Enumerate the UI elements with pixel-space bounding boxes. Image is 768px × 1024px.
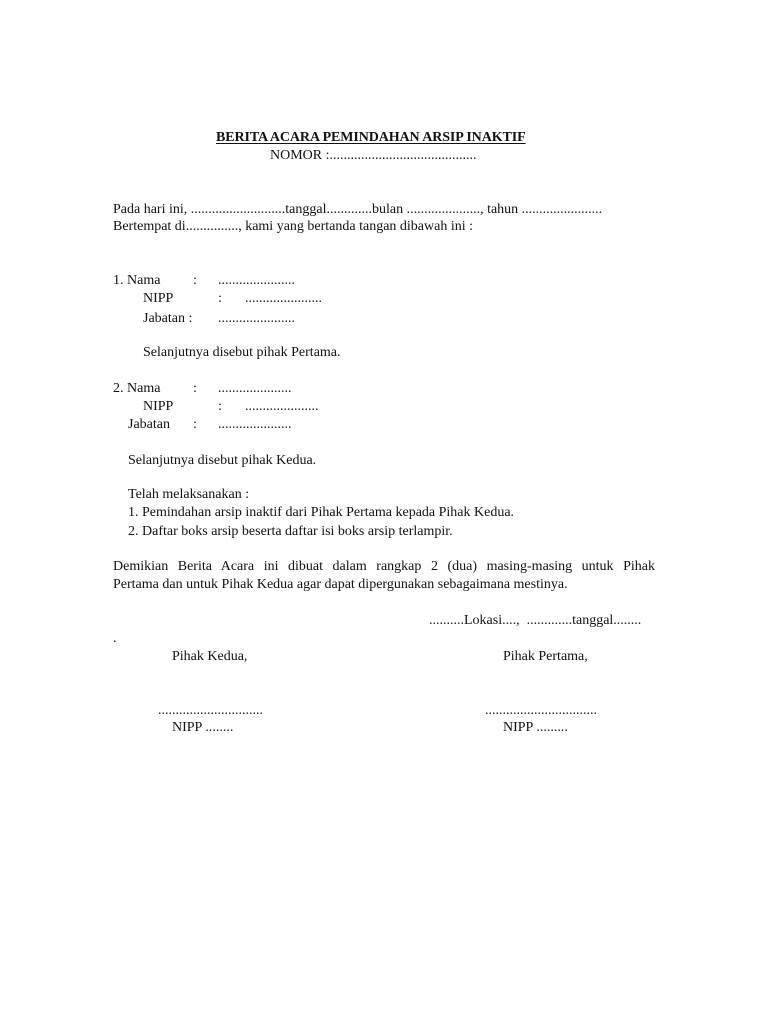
actions-heading: Telah melaksanakan :: [128, 487, 250, 502]
party1-nama-colon: :: [193, 273, 197, 288]
document-title: BERITA ACARA PEMINDAHAN ARSIP INAKTIF: [216, 130, 526, 145]
signature-left-nipp: NIPP ........: [172, 720, 234, 735]
document-number: NOMOR :..........................................: [270, 148, 477, 163]
signature-right-line: ................................: [485, 703, 597, 718]
party2-note: Selanjutnya disebut pihak Kedua.: [128, 453, 317, 468]
party1-note: Selanjutnya disebut pihak Pertama.: [143, 345, 341, 360]
intro-line-2: Bertempat di..............., kami yang bertanda tangan dibawah ini :: [113, 219, 474, 234]
party2-nipp-colon: :: [218, 399, 222, 414]
party2-nama-value: .....................: [218, 381, 292, 396]
stray-dot: .: [113, 631, 117, 646]
party2-jabatan-label: Jabatan: [128, 417, 170, 432]
party2-jabatan-value: .....................: [218, 417, 292, 432]
party2-nama-colon: :: [193, 381, 197, 396]
action-item-1: 1. Pemindahan arsip inaktif dari Pihak Pertama kepada Pihak Kedua.: [128, 505, 515, 520]
signature-left-line: ..............................: [158, 703, 263, 718]
signature-left-title: Pihak Kedua,: [172, 649, 248, 664]
party1-nama-label: 1. Nama: [113, 273, 161, 288]
place-date: ..........Lokasi...., .............tanggal........: [429, 613, 642, 628]
closing-line-2: Pertama dan untuk Pihak Kedua agar dapat dipergunakan sebagaimana mestinya.: [113, 577, 568, 592]
party1-nama-value: ......................: [218, 273, 295, 288]
party1-jabatan-label: Jabatan :: [143, 311, 193, 326]
action-item-2: 2. Daftar boks arsip beserta daftar isi boks arsip terlampir.: [128, 524, 453, 539]
intro-line-1: Pada hari ini, ...........................tanggal.............bulan ....................., tahun .......................: [113, 202, 603, 217]
party2-nipp-value: .....................: [245, 399, 319, 414]
party1-nipp-colon: :: [218, 291, 222, 306]
party1-nipp-label: NIPP: [143, 291, 174, 306]
party1-nipp-value: ......................: [245, 291, 322, 306]
party2-jabatan-colon: :: [193, 417, 197, 432]
signature-right-nipp: NIPP .........: [503, 720, 568, 735]
closing-line-1: Demikian Berita Acara ini dibuat dalam rangkap 2 (dua) masing-masing untuk Pihak: [113, 559, 655, 574]
party2-nipp-label: NIPP: [143, 399, 174, 414]
party2-nama-label: 2. Nama: [113, 381, 161, 396]
closing-paragraph: [113, 558, 655, 594]
party1-jabatan-value: ......................: [218, 311, 295, 326]
signature-right-title: Pihak Pertama,: [503, 649, 588, 664]
